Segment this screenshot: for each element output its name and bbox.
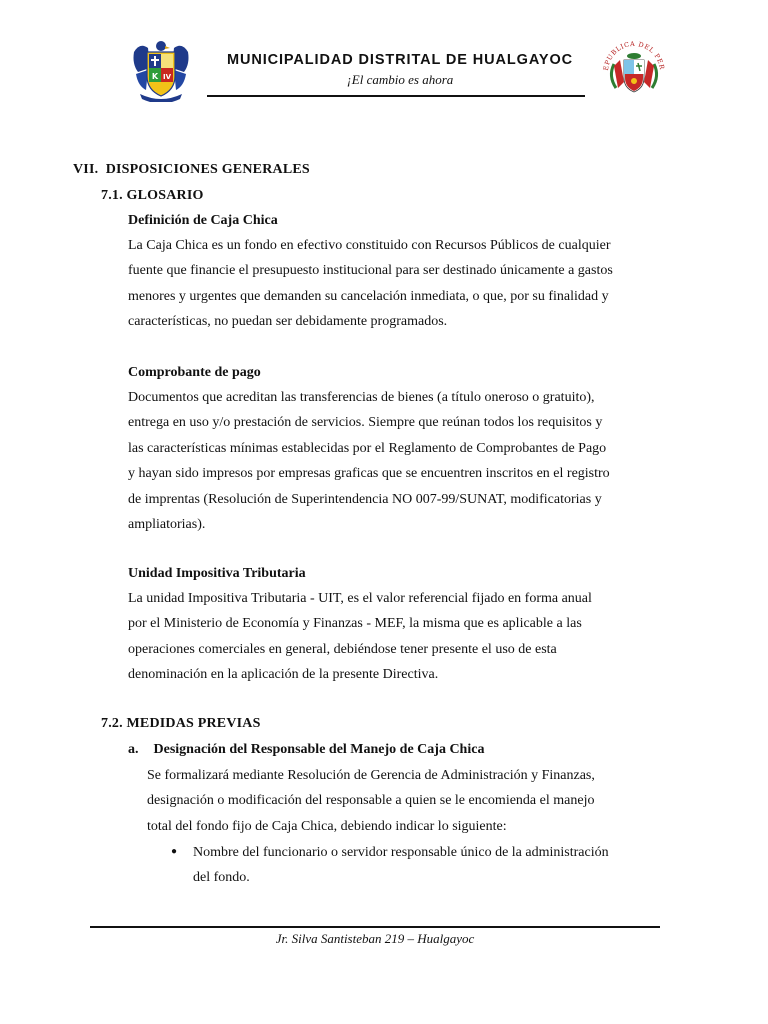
text-line: entrega en uso y/o prestación de servicios. Siempre que reúnan todos los requisitos y	[128, 415, 603, 431]
text-line: La Caja Chica es un fondo en efectivo constituido con Recursos Públicos de cualquier	[128, 238, 611, 253]
term-title-caja-chica: Definición de Caja Chica	[128, 213, 278, 228]
text-line: y hayan sido impresos por empresas graficas que se encuentren inscritos en el registro	[128, 466, 610, 482]
text-line: ampliatorias).	[128, 517, 206, 533]
medidas-heading: 7.2. MEDIDAS PREVIAS	[101, 716, 261, 731]
term-definition-caja-chica	[128, 233, 658, 335]
text-line: características, no puedan ser debidamente programados.	[128, 314, 448, 330]
item-a-letter: a.	[128, 742, 139, 757]
text-line: de imprentas (Resolución de Superintendencia NO 007-99/SUNAT, modificatorias y	[128, 491, 602, 507]
municipal-crest-logo	[132, 38, 190, 102]
text-line: por el Ministerio de Economía y Finanzas - MEF, la misma que es aplicable a las	[128, 616, 582, 632]
item-a-body	[147, 763, 658, 839]
section-heading	[73, 162, 310, 178]
text-line: Nombre del funcionario o servidor responsable único de la administración	[193, 845, 609, 860]
footer-divider	[90, 926, 660, 928]
text-line: menores y urgentes que demanden su cancelación inmediata, o que, por su finalidad y	[128, 288, 609, 304]
section-title: DISPOSICIONES GENERALES	[105, 162, 310, 177]
header-divider	[207, 95, 585, 97]
text-line: operaciones comerciales en general, debiéndose tener presente el uso de esta	[128, 641, 557, 657]
text-line: La unidad Impositiva Tributaria - UIT, es el valor referencial fijado en forma anual	[128, 591, 592, 606]
text-line: denominación en la aplicación de la presente Directiva.	[128, 667, 439, 683]
text-line: Documentos que acreditan las transferencias de bienes (a título oneroso o gratuito),	[128, 390, 595, 405]
footer-address: Jr. Silva Santisteban 219 – Hualgayoc	[275, 931, 475, 946]
glossary-heading: 7.1. GLOSARIO	[101, 188, 204, 203]
bullet-icon: ●	[171, 846, 178, 857]
item-a-heading	[128, 742, 484, 758]
municipality-slogan: ¡El cambio es ahora	[346, 72, 454, 87]
text-line: total del fondo fijo de Caja Chica, debiendo indicar lo siguiente:	[147, 818, 507, 834]
svg-text:IV: IV	[162, 73, 172, 81]
term-definition-uit	[128, 586, 658, 688]
term-title-uit: Unidad Impositiva Tributaria	[128, 566, 306, 581]
peru-crest-text: EPUBLICA DEL PER	[601, 39, 666, 72]
bullet-item	[193, 840, 658, 891]
text-line: Se formalizará mediante Resolución de Gerencia de Administración y Finanzas,	[147, 768, 595, 783]
municipality-title: MUNICIPALIDAD DISTRITAL DE HUALGAYOC	[226, 52, 574, 68]
text-line: fuente que financie el presupuesto institucional para ser destinado únicamente a gastos	[128, 263, 613, 279]
text-line: del fondo.	[193, 870, 250, 886]
term-definition-comprobante	[128, 385, 658, 537]
section-number: VII.	[73, 162, 99, 177]
text-line: las características mínimas establecidas por el Reglamento de Comprobantes de Pago	[128, 440, 607, 456]
svg-text:K: K	[151, 72, 159, 81]
peru-coat-of-arms-logo	[598, 36, 670, 102]
text-line: designación o modificación del responsable a quien se le encomienda el manejo	[147, 793, 595, 809]
term-title-comprobante: Comprobante de pago	[128, 365, 261, 380]
item-a-title: Designación del Responsable del Manejo de Caja Chica	[153, 742, 485, 757]
